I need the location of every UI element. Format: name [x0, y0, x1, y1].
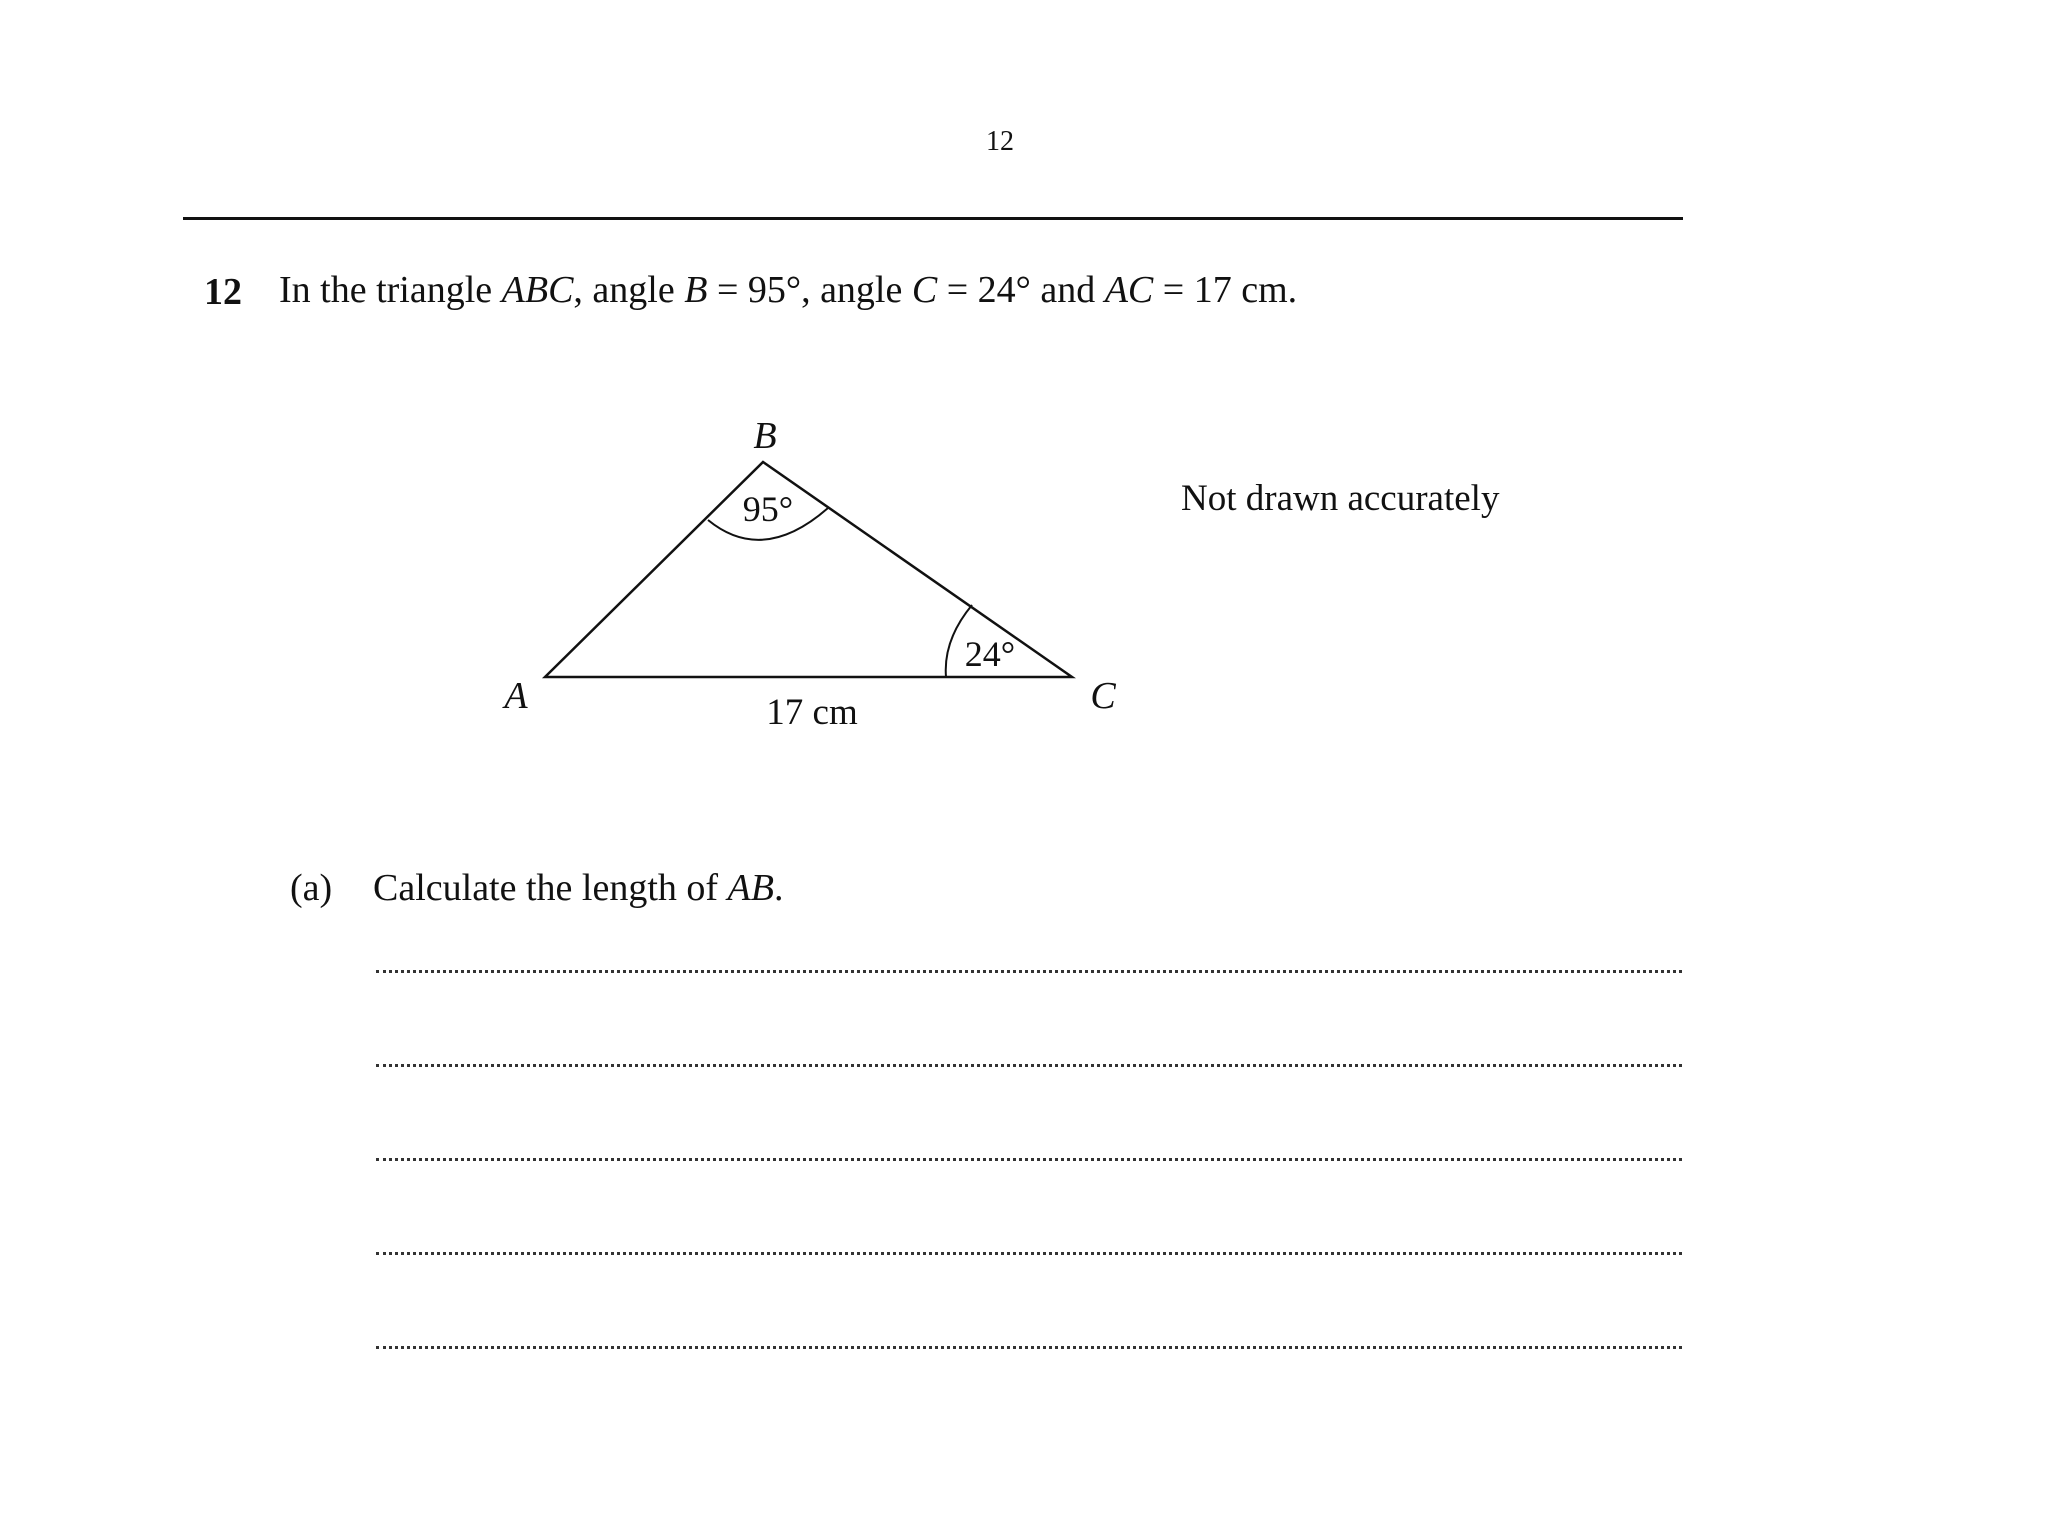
question-intro: In the triangle [279, 269, 502, 311]
page-number: 12 [986, 126, 1014, 157]
question-segment-2: = 95°, angle [707, 269, 912, 311]
question-segment-1: , angle [573, 269, 685, 311]
part-a-period: . [773, 867, 784, 909]
angle-c-name: C [911, 269, 938, 311]
side-ab-name: AB [727, 867, 774, 909]
part-a-label: (a) [290, 867, 333, 909]
part-a-prompt: Calculate the length of [373, 867, 728, 909]
question-segment-3: = 24° and [937, 269, 1105, 311]
triangle-name: ABC [501, 269, 574, 311]
answer-line[interactable] [376, 970, 1682, 976]
answer-line[interactable] [376, 1064, 1682, 1070]
answer-line[interactable] [376, 1158, 1682, 1164]
answer-line[interactable] [376, 1252, 1682, 1258]
not-drawn-accurately-note: Not drawn accurately [1181, 478, 1500, 519]
side-ac-label: 17 cm [766, 692, 858, 733]
question-segment-4: = 17 cm. [1153, 269, 1298, 311]
angle-b-name: B [684, 269, 708, 311]
side-ac-name: AC [1104, 269, 1154, 311]
answer-lines [376, 970, 1682, 1440]
vertex-b-label: B [753, 415, 777, 457]
angle-c-label: 24° [964, 634, 1016, 674]
answer-line[interactable] [376, 1346, 1682, 1352]
question-number: 12 [204, 271, 242, 313]
vertex-a-label: A [504, 675, 528, 717]
vertex-c-label: C [1090, 675, 1116, 717]
angle-b-label: 95° [742, 489, 794, 529]
part-a-text [373, 866, 783, 910]
